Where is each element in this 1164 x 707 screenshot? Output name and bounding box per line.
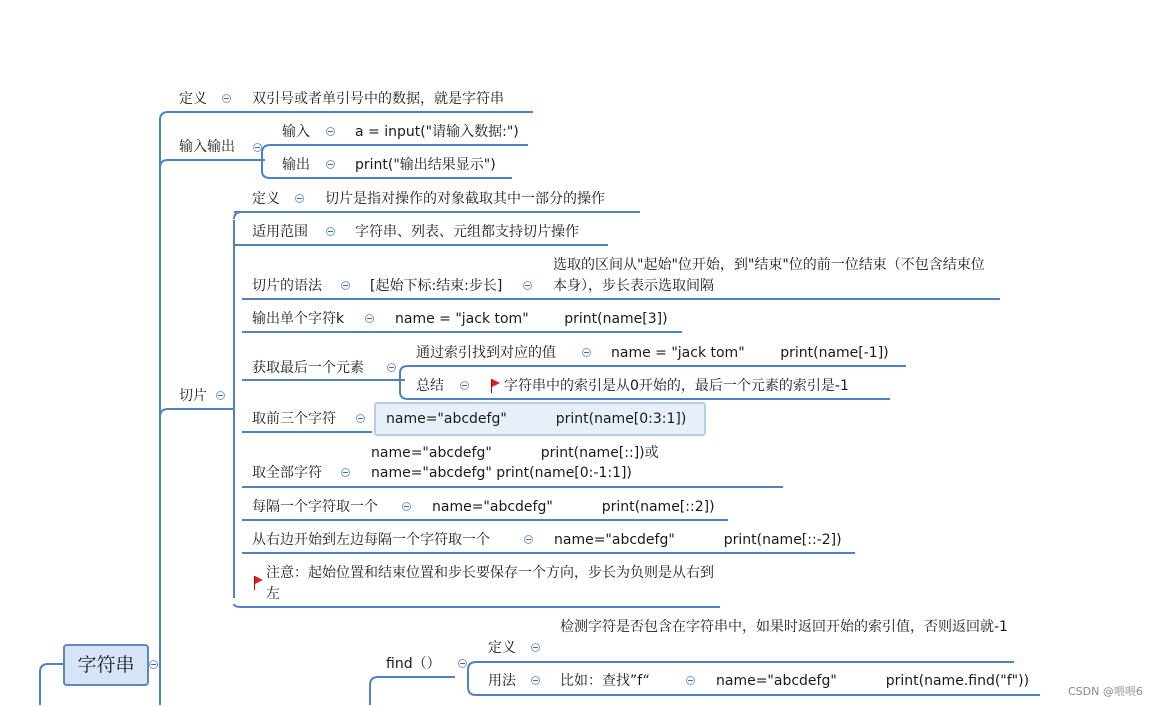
slice-first3-code: name="abcdefg" print(name[0:3:1]) [386,411,687,427]
red-flag-icon [491,379,501,393]
collapse-toggle-icon[interactable] [341,468,350,477]
slice-last-summary-label[interactable]: 总结 [416,378,444,394]
branch-io[interactable]: 输入输出 [179,139,235,155]
slice-note-text: 注意：起始位置和结束位置和步长要保存一个方向，步长为负则是从右到左 [266,565,714,602]
slice-first3-label[interactable]: 取前三个字符 [252,411,336,427]
collapse-toggle-icon[interactable] [460,381,469,390]
slice-last-label[interactable]: 获取最后一个元素 [252,360,364,376]
collapse-toggle-icon[interactable] [216,391,225,400]
slice-every-other-code: name="abcdefg" print(name[::2]) [432,499,715,515]
slice-all-code2: name="abcdefg" print(name[0:-1:1]) [371,465,632,481]
collapse-toggle-icon[interactable] [365,314,374,323]
collapse-toggle-icon[interactable] [531,643,540,652]
slice-scope-text: 字符串、列表、元组都支持切片操作 [355,224,579,240]
slice-syntax-code: [起始下标:结束:步长] [370,278,503,294]
io-output-code: print("输出结果显示") [355,157,496,173]
slice-def-text: 切片是指对操作的对象截取其中一部分的操作 [325,191,605,207]
io-input-code: a = input("请输入数据:") [355,124,519,140]
collapse-toggle-icon[interactable] [326,227,335,236]
find-def-label[interactable]: 定义 [488,640,516,656]
collapse-toggle-icon[interactable] [387,363,396,372]
slice-syntax-desc: 选取的区间从"起始"位开始，到"结束"位的前一位结束（不包含结束位本身），步长表示选取间隔 [553,257,985,294]
slice-reverse-label[interactable]: 从右边开始到左边每隔一个字符取一个 [252,532,490,548]
branch-find[interactable]: find（） [386,656,441,672]
collapse-toggle-icon[interactable] [341,281,350,290]
find-usage-code: name="abcdefg" print(name.find("f")) [716,673,1030,689]
collapse-toggle-icon[interactable] [402,502,411,511]
find-def-text: 检测字符是否包含在字符串中，如果时返回开始的索引值，否则返回就-1 [560,619,1008,635]
find-usage-label[interactable]: 用法 [488,673,516,689]
slice-single-label[interactable]: 输出单个字符k [252,311,345,327]
collapse-toggle-icon[interactable] [582,348,591,357]
io-output-label[interactable]: 输出 [282,157,310,173]
collapse-toggle-icon[interactable] [149,660,158,669]
io-input-label[interactable]: 输入 [282,124,310,140]
red-flag-icon [254,576,264,590]
collapse-toggle-icon[interactable] [458,659,467,668]
slice-last-index-label[interactable]: 通过索引找到对应的值 [416,345,556,361]
watermark: CSDN @喂喂6 [1068,685,1143,698]
slice-every-other-label[interactable]: 每隔一个字符取一个 [252,499,378,515]
collapse-toggle-icon[interactable] [356,414,365,423]
branch-slice[interactable]: 切片 [179,388,207,404]
slice-last-index-code: name = "jack tom" print(name[-1]) [611,345,889,361]
root-node[interactable]: 字符串 [63,644,149,686]
slice-def-label[interactable]: 定义 [252,191,280,207]
slice-all-label[interactable]: 取全部字符 [252,465,322,481]
collapse-toggle-icon[interactable] [524,535,533,544]
collapse-toggle-icon[interactable] [523,281,532,290]
collapse-toggle-icon[interactable] [326,127,335,136]
slice-scope-label[interactable]: 适用范围 [252,224,308,240]
slice-reverse-code: name="abcdefg" print(name[::-2]) [554,532,842,548]
collapse-toggle-icon[interactable] [531,676,540,685]
slice-single-code: name = "jack tom" print(name[3]) [395,311,668,327]
slice-last-summary-text: 字符串中的索引是从0开始的，最后一个元素的索引是-1 [504,378,849,394]
slice-syntax-label[interactable]: 切片的语法 [252,278,322,294]
find-usage-text: 比如：查找”f“ [560,673,650,689]
branch-definition[interactable]: 定义 [179,91,207,107]
collapse-toggle-icon[interactable] [253,143,262,152]
collapse-toggle-icon[interactable] [686,676,695,685]
definition-text: 双引号或者单引号中的数据，就是字符串 [252,91,504,107]
slice-all-code1: name="abcdefg" print(name[::])或 [371,445,659,461]
collapse-toggle-icon[interactable] [222,94,231,103]
collapse-toggle-icon[interactable] [326,160,335,169]
collapse-toggle-icon[interactable] [295,194,304,203]
